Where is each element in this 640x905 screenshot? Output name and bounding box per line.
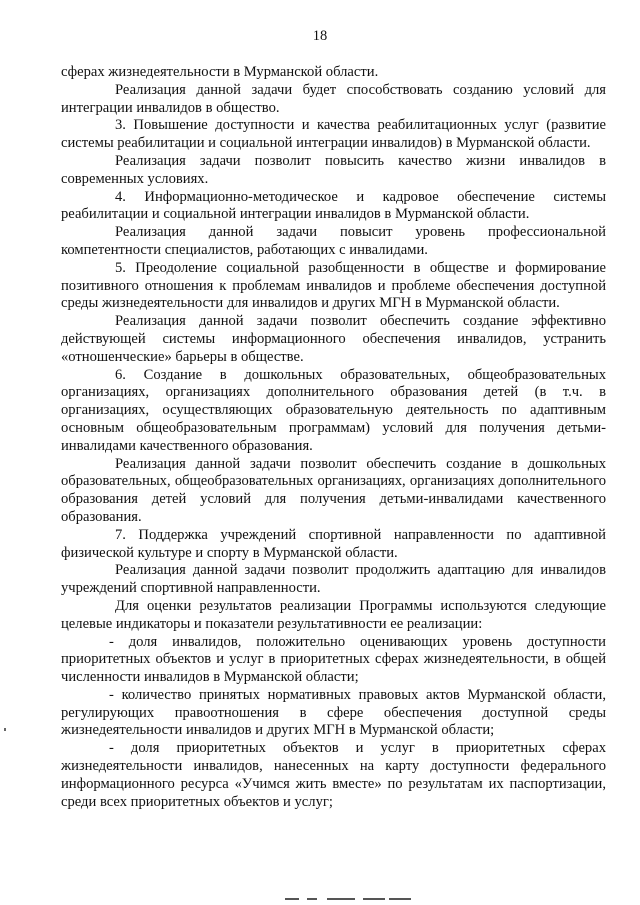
paragraph-task-7-result: Реализация данной задачи позволит продолжить адаптацию для инвалидов учреждений спортивной направленности. [61,562,606,597]
scan-artifact [285,898,415,902]
document-body [61,64,606,811]
paragraph-task-2-result: Реализация данной задачи будет способствовать созданию условий для интеграции инвалидов в общество. [61,81,606,116]
paragraph-task-5-result: Реализация данной задачи позволит обеспечить создание эффективно действующей системы информационного обеспечения инвалидов, устранить «отношенческие» барьеры в обществе. [61,313,606,365]
indicator-item: - количество принятых нормативных правовых актов Мурманской области, регулирующих правоотношения в сфере обеспечения доступной среды жизнедеятельности инвалидов и других МГН в Мурманской области; [61,686,606,739]
page-number: 18 [312,28,328,44]
paragraph-indicators-intro: Для оценки результатов реализации Программы используются следующие целевые индикаторы и показатели результативности ее реализации: [61,597,606,632]
scan-artifact [4,728,6,731]
paragraph-task-5: 5. Преодоление социальной разобщенности в обществе и формирование позитивного отношения к проблемам инвалидов и проблеме обеспечения доступной среды жизнедеятельности для инвалидов и других МГН в Мурманской области. [61,259,606,312]
paragraph-task-3-result: Реализация задачи позволит повысить качество жизни инвалидов в современных условиях. [61,152,606,187]
indicator-item: - доля инвалидов, положительно оценивающих уровень доступности приоритетных объектов и услуг в приоритетных сферах жизнедеятельности, в общей численности инвалидов в Мурманской области; [61,633,606,686]
paragraph-task-4-result: Реализация данной задачи повысит уровень профессиональной компетентности специалистов, работающих с инвалидами. [61,224,606,258]
paragraph-task-4: 4. Информационно-методическое и кадровое обеспечение системы реабилитации и социальной интеграции инвалидов в Мурманской области. [61,188,606,223]
paragraph-task-6-result: Реализация данной задачи позволит обеспечить создание в дошкольных образовательных, общеобразовательных организациях, организациях дополнительного образования детей условий для получения детьми-инвалидами качественного образования. [61,455,606,525]
paragraph-continuation: сферах жизнедеятельности в Мурманской области. [61,64,379,80]
paragraph-task-6: 6. Создание в дошкольных образовательных, общеобразовательных организациях, организациях дополнительного образования детей (в т.ч. в организациях, осуществляющих образовательную деятельность по адаптивным основным общеобразовательным программам) условий для получения детьми-инвалидами качественного образования. [61,366,606,454]
paragraph-task-3: 3. Повышение доступности и качества реабилитационных услуг (развитие системы реабилитации и социальной интеграции инвалидов) в Мурманской области. [61,117,606,152]
paragraph-task-7: 7. Поддержка учреждений спортивной направленности по адаптивной физической культуре и спорту в Мурманской области. [61,526,606,561]
indicator-item: - доля приоритетных объектов и услуг в приоритетных сферах жизнедеятельности инвалидов, нанесенных на карту доступности федерального информационного ресурса «Учимся жить вместе» по результатам их паспортизации, среди всех приоритетных объектов и услуг; [61,740,606,810]
